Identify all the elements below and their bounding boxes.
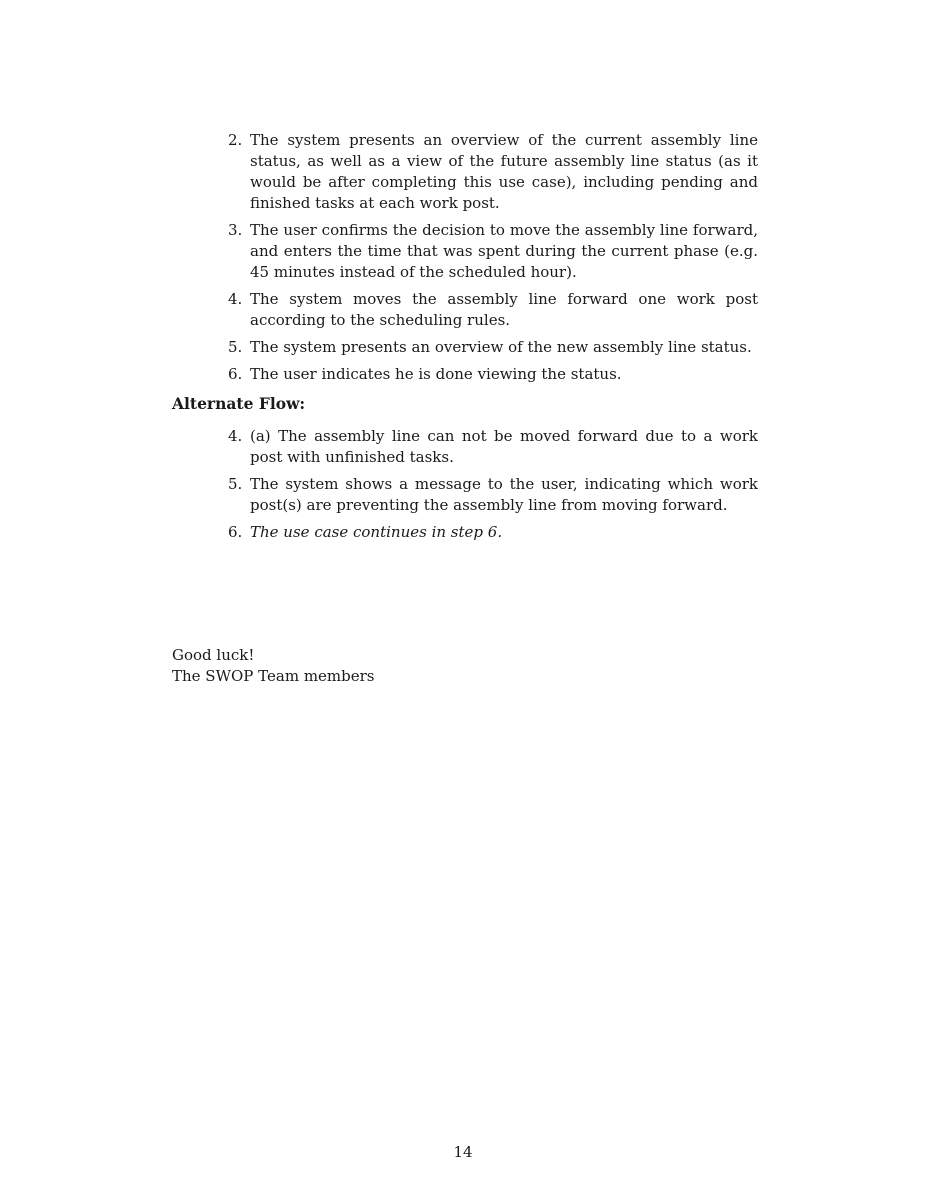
item-number: 5.	[228, 338, 243, 356]
list-item	[228, 426, 758, 468]
main-flow-list	[228, 130, 758, 391]
item-text: The system presents an overview of the new assembly line status.	[250, 338, 752, 356]
list-item	[228, 522, 758, 543]
list-item	[228, 337, 758, 358]
item-text: The system moves the assembly line forward one work post according to the scheduling rules.	[250, 290, 758, 329]
item-number: 4.	[228, 427, 243, 445]
item-text: The use case continues in step 6.	[250, 523, 503, 541]
item-number: 6.	[228, 365, 243, 383]
list-item	[228, 289, 758, 331]
alternate-flow-heading: Alternate Flow:	[172, 394, 306, 413]
item-text: The system presents an overview of the current assembly line status, as well as a view of the future assembly line status (as it would be after completing this use case), including pending and finished tasks at each work post.	[250, 131, 758, 212]
alternate-flow-list	[228, 426, 758, 549]
page-number: 14	[453, 1143, 473, 1161]
item-text: The user confirms the decision to move the assembly line forward, and enters the time that was spent during the current phase (e.g. 45 minutes instead of the scheduled hour).	[250, 221, 758, 281]
list-item	[228, 474, 758, 516]
item-number: 2.	[228, 131, 243, 149]
item-number: 5.	[228, 475, 243, 493]
list-item	[228, 364, 758, 385]
list-item	[228, 220, 758, 283]
list-item	[228, 130, 758, 214]
closing-greeting: Good luck!	[172, 646, 255, 664]
item-number: 4.	[228, 290, 243, 308]
item-text: (a) The assembly line can not be moved forward due to a work post with unfinished tasks.	[250, 427, 758, 466]
item-number: 6.	[228, 523, 243, 541]
closing-signoff: The SWOP Team members	[172, 667, 375, 685]
item-text: The user indicates he is done viewing the status.	[250, 365, 622, 383]
closing-signature	[172, 645, 375, 687]
item-text: The system shows a message to the user, indicating which work post(s) are preventing the assembly line from moving forward.	[250, 475, 758, 514]
item-number: 3.	[228, 221, 243, 239]
